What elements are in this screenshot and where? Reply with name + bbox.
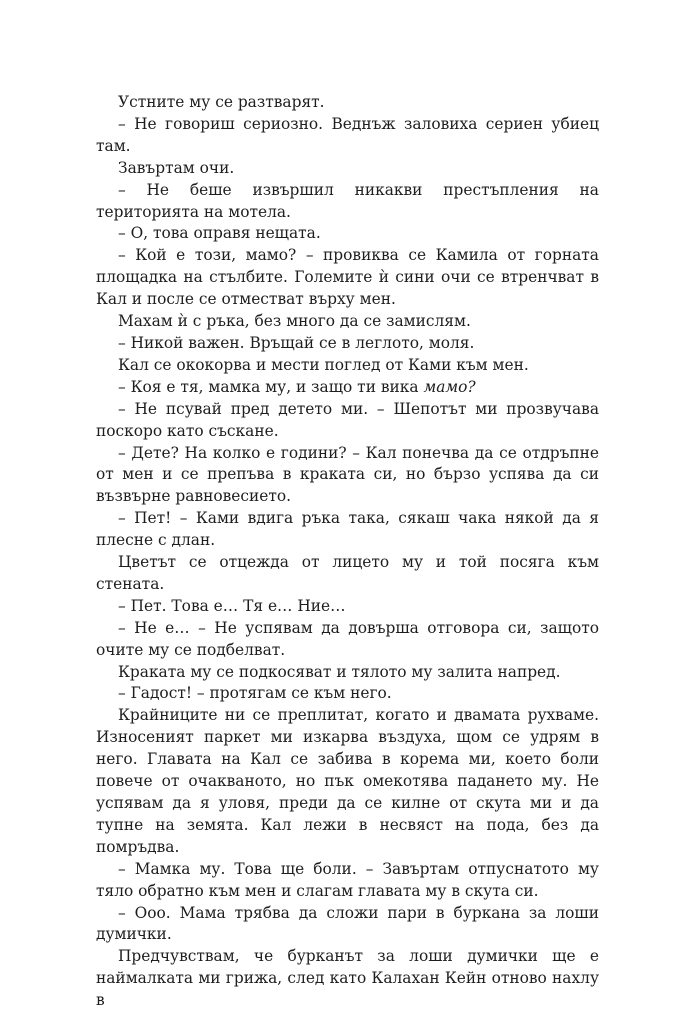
paragraph: – Гадост! – протягам се към него. (118, 684, 392, 703)
paragraph: – Дете? На колко е години? – Кал понечва да се отдръпне от мен и се препъва в краката си, но бързо успява да си възвърне равновесието. (96, 443, 599, 506)
paragraph (96, 377, 599, 399)
paragraph: – Пет. Това е… Тя е… Ние… (118, 596, 346, 615)
paragraph: Кал се ококорва и мести поглед от Ками към мен. (118, 355, 529, 374)
paragraph: – Не говориш сериозно. Веднъж заловиха сериен убиец там. (96, 114, 599, 155)
paragraph: – Не псувай пред детето ми. – Шепотът ми прозвучава поскоро като съскане. (96, 399, 599, 440)
paragraph: – Не е… – Не успявам да довърша отговора си, защото очите му се подбелват. (96, 618, 599, 659)
paragraph: Устните му се разтварят. (118, 93, 325, 111)
italic-word: мамо? (423, 377, 476, 396)
book-page (96, 92, 599, 1012)
paragraph: – Никой важен. Връщай се в леглото, моля. (118, 333, 475, 352)
paragraph: – Ооо. Мама трябва да сложи пари в буркана за лоши думички. (96, 903, 599, 944)
paragraph: Завъртам очи. (118, 158, 235, 177)
paragraph: Махам ѝ с ръка, без много да се замислям. (118, 312, 471, 331)
paragraph-text: – Коя е тя, мамка му, и защо ти вика (118, 377, 424, 396)
paragraph: Цветът се отцежда от лицето му и той посяга към стената. (96, 553, 599, 593)
paragraph: Предчувствам, че бурканът за лоши думички ще е наймалката ми грижа, след като Калахан Кейн отново нахлу в (96, 947, 599, 1010)
paragraph: – Мамка му. Това ще боли. – Завъртам отпуснатото му тяло обратно към мен и слагам главата му в скута си. (96, 859, 599, 900)
paragraph: – О, това оправя нещата. (118, 224, 321, 243)
paragraph: Краката му се подкосяват и тялото му залита напред. (118, 662, 561, 681)
paragraph: – Не беше извършил никакви престъпления на територията на мотела. (96, 180, 599, 221)
paragraph: Крайниците ни се преплитат, когато и двамата рухваме. Износеният паркет ми изкарва въздуха, щом се удрям в него. Главата на Кал се забива в корема ми, което боли повече от очакваното, но пък омекотява падането му. Не успявам да я уловя, преди да се килне от скута ми и да тупне на земята. Кал лежи в несвяст на пода, без да помръдва. (96, 706, 599, 856)
paragraph: – Пет! – Ками вдига ръка така, сякаш чака някой да я плесне с длан. (96, 509, 599, 550)
paragraph: – Кой е този, мамо? – провиква се Камила от горната площадка на стълбите. Големите ѝ сини очи се втренчват в Кал и после се отместват върху мен. (96, 246, 599, 309)
